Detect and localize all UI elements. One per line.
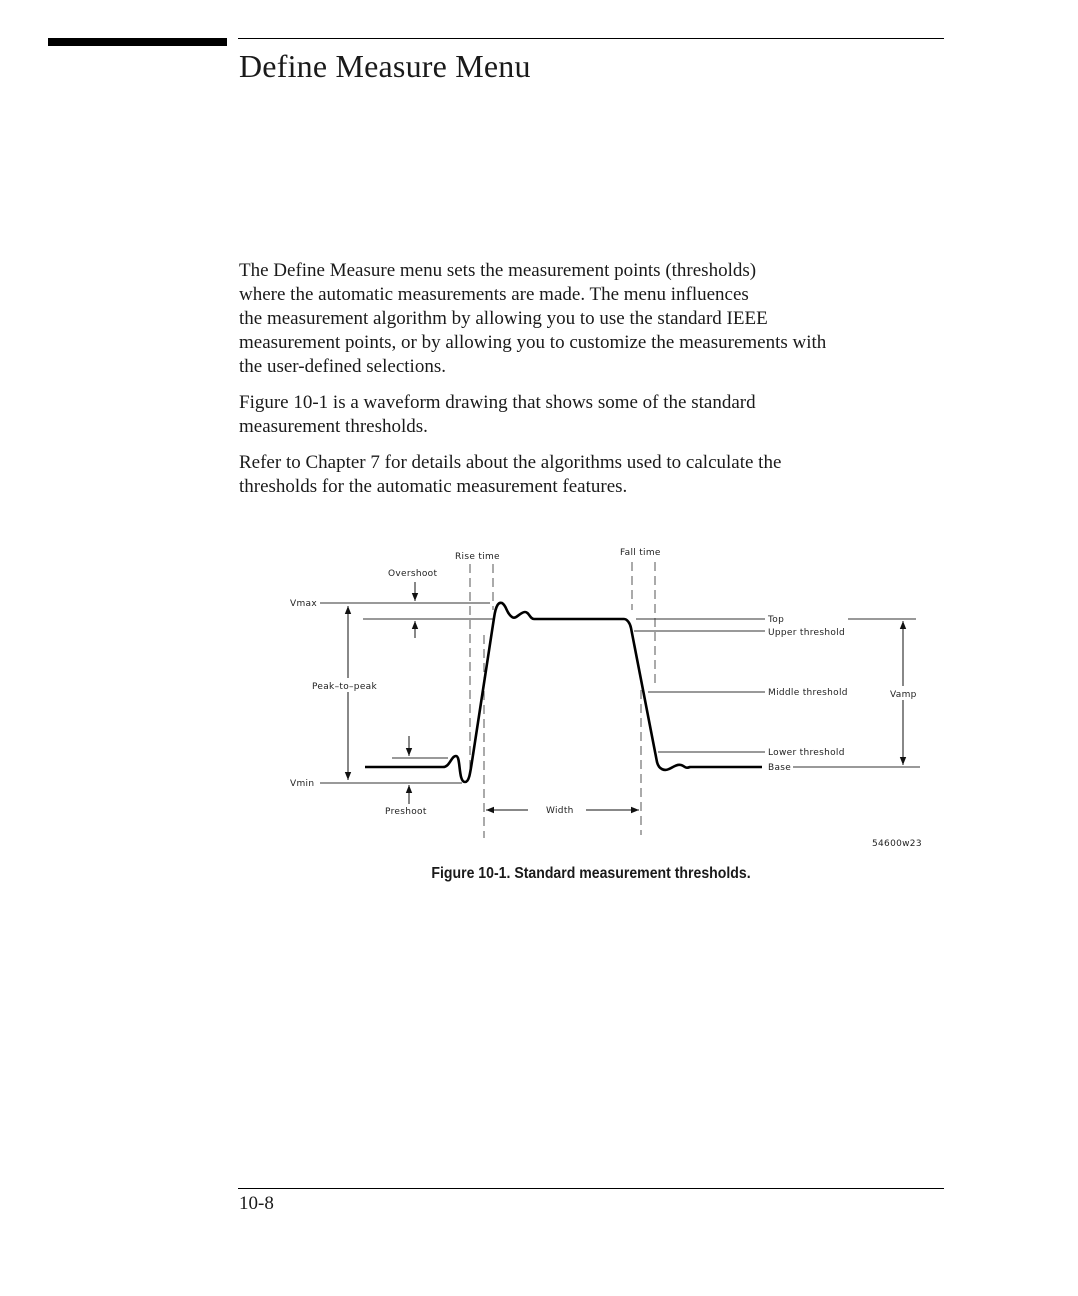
- middle-threshold-label: Middle threshold: [768, 688, 848, 698]
- waveform-diagram: [238, 540, 944, 860]
- peak-to-peak-label: Peak–to–peak: [312, 682, 377, 692]
- upper-threshold-label: Upper threshold: [768, 628, 845, 638]
- paragraph-intro: The Define Measure menu sets the measurement points (thresholds) where the automatic measurements are made. The menu influences the measurement algorithm by allowing you to use the standard IEEE measurement points, or by allowing you to customize the measurements with the user-defined selections.: [239, 260, 827, 377]
- width-label: Width: [546, 806, 574, 816]
- paragraph-chapter-ref: Refer to Chapter 7 for details about the algorithms used to calculate the thresholds for the automatic measurement features.: [239, 452, 782, 497]
- overshoot-label: Overshoot: [388, 569, 438, 579]
- base-label: Base: [768, 763, 792, 773]
- fall-time-label: Fall time: [620, 548, 661, 558]
- top-label: Top: [768, 615, 785, 625]
- waveform-figure: [238, 540, 944, 860]
- preshoot-label: Preshoot: [385, 807, 427, 817]
- figure-caption: Figure 10-1. Standard measurement thresholds.: [431, 865, 751, 882]
- body-text: [239, 259, 959, 511]
- vmax-label: Vmax: [290, 599, 317, 609]
- page-title: Define Measure Menu: [239, 48, 531, 84]
- page-number: 10-8: [239, 1193, 274, 1214]
- paragraph-figure-ref: Figure 10-1 is a waveform drawing that shows some of the standard measurement thresholds.: [239, 392, 756, 437]
- vamp-label: Vamp: [890, 690, 917, 700]
- vmin-label: Vmin: [290, 779, 315, 789]
- rise-time-label: Rise time: [455, 552, 500, 562]
- header-rule: [238, 38, 944, 39]
- lower-threshold-label: Lower threshold: [768, 748, 845, 758]
- figure-id-label: 54600w23: [872, 839, 922, 849]
- footer-rule: [238, 1188, 944, 1189]
- header-bar: [48, 38, 227, 46]
